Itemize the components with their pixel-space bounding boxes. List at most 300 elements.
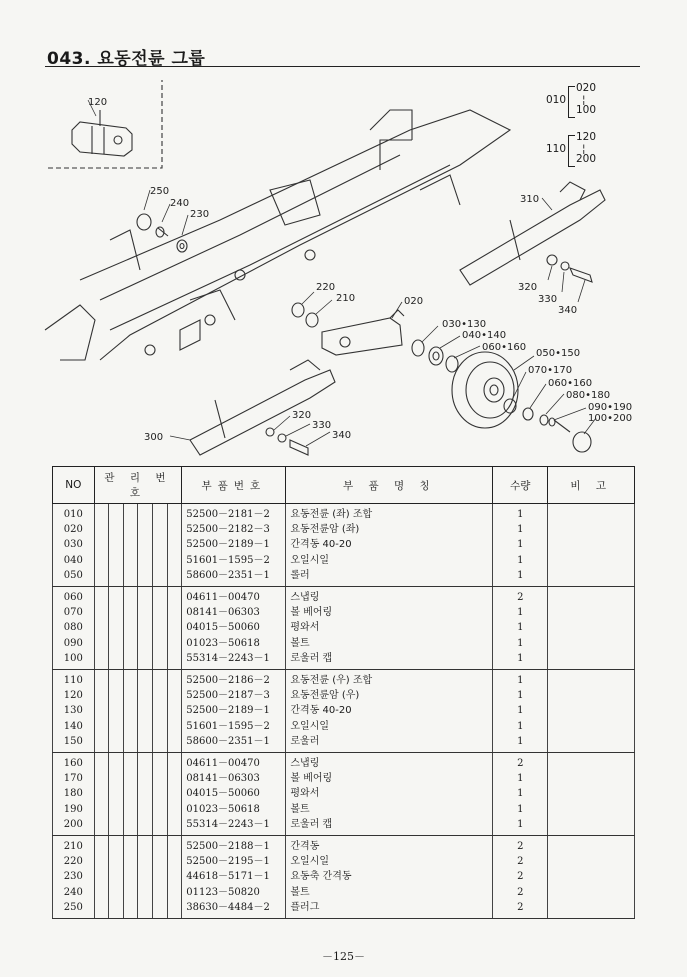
management-cell xyxy=(153,605,168,620)
management-cell xyxy=(94,817,109,836)
management-cell xyxy=(167,719,182,734)
table-row xyxy=(53,703,635,718)
table-row xyxy=(53,786,635,801)
table-row xyxy=(53,734,635,753)
management-cell xyxy=(94,734,109,753)
management-cell xyxy=(167,802,182,817)
management-cell xyxy=(138,688,153,703)
management-cell xyxy=(109,869,124,884)
part-number-index: 210 xyxy=(53,836,95,855)
management-cell xyxy=(94,587,109,606)
management-cell xyxy=(94,522,109,537)
assembly-legend-010: 010 020 ¦ 100 xyxy=(546,82,597,116)
table-row xyxy=(53,553,635,568)
management-cell xyxy=(138,620,153,635)
management-cell xyxy=(138,522,153,537)
remark xyxy=(548,753,635,772)
management-cell xyxy=(109,753,124,772)
management-cell xyxy=(167,688,182,703)
management-cell xyxy=(109,734,124,753)
page-number: －125－ xyxy=(322,950,365,963)
remark xyxy=(548,786,635,801)
part-number: 58600－2351－1 xyxy=(182,568,286,587)
management-cell xyxy=(153,817,168,836)
table-row xyxy=(53,670,635,689)
part-number-index: 150 xyxy=(53,734,95,753)
part-name: 볼 베어링 xyxy=(286,771,493,786)
management-cell xyxy=(153,620,168,635)
management-cell xyxy=(109,688,124,703)
callout-label: 300 xyxy=(144,432,164,443)
callout-label: 240 xyxy=(170,198,190,209)
management-cell xyxy=(94,771,109,786)
management-cell xyxy=(94,688,109,703)
management-cell xyxy=(153,771,168,786)
management-cell xyxy=(167,885,182,900)
management-cell xyxy=(138,719,153,734)
exploded-parts-diagram xyxy=(40,70,640,460)
remark xyxy=(548,900,635,919)
part-number: 38630－4484－2 xyxy=(182,900,286,919)
management-cell xyxy=(94,568,109,587)
part-number-index: 120 xyxy=(53,688,95,703)
management-cell xyxy=(123,605,138,620)
callout-label: 220 xyxy=(316,282,336,293)
management-cell xyxy=(109,568,124,587)
management-cell xyxy=(123,885,138,900)
table-row xyxy=(53,568,635,587)
management-cell xyxy=(138,753,153,772)
callout-label: 250 xyxy=(150,186,170,197)
management-cell xyxy=(109,636,124,651)
part-number-index: 230 xyxy=(53,869,95,884)
management-cell xyxy=(167,587,182,606)
management-cell xyxy=(153,651,168,670)
management-cell xyxy=(123,568,138,587)
page-title: 043. 요동전륜 그룹 xyxy=(47,49,206,69)
part-number-index: 070 xyxy=(53,605,95,620)
management-cell xyxy=(138,885,153,900)
callout-label: 020 xyxy=(404,296,424,307)
part-number: 58600－2351－1 xyxy=(182,734,286,753)
part-number: 51601－1595－2 xyxy=(182,553,286,568)
management-cell xyxy=(94,605,109,620)
part-name: 스냅링 xyxy=(286,587,493,606)
quantity: 1 xyxy=(493,688,548,703)
management-cell xyxy=(167,537,182,552)
management-cell xyxy=(123,587,138,606)
management-cell xyxy=(153,636,168,651)
header-qty: 수량 xyxy=(493,467,548,504)
part-number: 52500－2181－2 xyxy=(182,504,286,523)
management-cell xyxy=(153,719,168,734)
quantity: 2 xyxy=(493,869,548,884)
part-name: 오일시일 xyxy=(286,553,493,568)
management-cell xyxy=(109,537,124,552)
management-cell xyxy=(123,753,138,772)
callout-label: 320 xyxy=(518,282,538,293)
part-number: 52500－2186－2 xyxy=(182,670,286,689)
part-name: 로울러 xyxy=(286,734,493,753)
management-cell xyxy=(94,900,109,919)
remark xyxy=(548,869,635,884)
remark xyxy=(548,771,635,786)
remark xyxy=(548,703,635,718)
management-cell xyxy=(94,836,109,855)
callout-label: 040•140 xyxy=(462,330,507,341)
management-cell xyxy=(167,651,182,670)
management-cell xyxy=(94,703,109,718)
quantity: 1 xyxy=(493,636,548,651)
management-cell xyxy=(153,537,168,552)
part-number-index: 160 xyxy=(53,753,95,772)
part-number-index: 090 xyxy=(53,636,95,651)
table-row xyxy=(53,753,635,772)
callout-label: 210 xyxy=(336,293,356,304)
part-number: 04611－00470 xyxy=(182,587,286,606)
callout-label: 100•200 xyxy=(588,413,633,424)
remark xyxy=(548,836,635,855)
remark xyxy=(548,651,635,670)
part-number: 01023－50618 xyxy=(182,636,286,651)
management-cell xyxy=(167,703,182,718)
management-cell xyxy=(167,836,182,855)
management-cell xyxy=(153,786,168,801)
callout-label: 330 xyxy=(538,294,558,305)
part-name: 평와서 xyxy=(286,620,493,635)
table-row xyxy=(53,587,635,606)
quantity: 1 xyxy=(493,771,548,786)
management-cell xyxy=(138,636,153,651)
part-number: 01023－50618 xyxy=(182,802,286,817)
management-cell xyxy=(153,587,168,606)
management-cell xyxy=(123,719,138,734)
parts-table-body xyxy=(53,504,635,919)
management-cell xyxy=(109,620,124,635)
management-cell xyxy=(138,605,153,620)
management-cell xyxy=(123,651,138,670)
quantity: 1 xyxy=(493,537,548,552)
management-cell xyxy=(109,900,124,919)
management-cell xyxy=(123,786,138,801)
management-cell xyxy=(167,734,182,753)
part-number-index: 200 xyxy=(53,817,95,836)
remark xyxy=(548,817,635,836)
part-name: 롤러 xyxy=(286,568,493,587)
callout-label: 030•130 xyxy=(442,319,487,330)
management-cell xyxy=(123,537,138,552)
part-number-index: 060 xyxy=(53,587,95,606)
management-cell xyxy=(138,703,153,718)
management-cell xyxy=(167,817,182,836)
quantity: 1 xyxy=(493,651,548,670)
callout-label: 320 xyxy=(292,410,312,421)
callout-label: 070•170 xyxy=(528,365,573,376)
header-no: NO xyxy=(53,467,95,504)
quantity: 1 xyxy=(493,719,548,734)
management-cell xyxy=(167,620,182,635)
remark xyxy=(548,854,635,869)
management-cell xyxy=(138,854,153,869)
management-cell xyxy=(94,885,109,900)
callout-label: 060•160 xyxy=(548,378,593,389)
part-name: 볼트 xyxy=(286,885,493,900)
management-cell xyxy=(109,771,124,786)
management-cell xyxy=(167,504,182,523)
part-number: 55314－2243－1 xyxy=(182,817,286,836)
part-number-index: 180 xyxy=(53,786,95,801)
management-cell xyxy=(94,786,109,801)
remark xyxy=(548,587,635,606)
table-row xyxy=(53,522,635,537)
part-name: 오일시일 xyxy=(286,854,493,869)
management-cell xyxy=(94,802,109,817)
part-name: 로울러 캡 xyxy=(286,651,493,670)
table-row xyxy=(53,636,635,651)
management-cell xyxy=(153,854,168,869)
management-cell xyxy=(109,504,124,523)
quantity: 2 xyxy=(493,900,548,919)
management-cell xyxy=(123,670,138,689)
remark xyxy=(548,670,635,689)
management-cell xyxy=(167,553,182,568)
management-cell xyxy=(109,786,124,801)
management-cell xyxy=(138,504,153,523)
management-cell xyxy=(167,753,182,772)
quantity: 2 xyxy=(493,587,548,606)
management-cell xyxy=(153,802,168,817)
management-cell xyxy=(153,522,168,537)
management-cell xyxy=(138,900,153,919)
management-cell xyxy=(94,719,109,734)
table-row xyxy=(53,854,635,869)
management-cell xyxy=(94,670,109,689)
part-number: 52500－2189－1 xyxy=(182,703,286,718)
management-cell xyxy=(94,753,109,772)
part-name: 요동전륜암 (우) xyxy=(286,688,493,703)
assembly-legend-110: 110 120 ¦ 200 xyxy=(546,131,597,165)
part-name: 플러그 xyxy=(286,900,493,919)
header-part-no: 부품번호 xyxy=(182,467,286,504)
table-row xyxy=(53,900,635,919)
callout-label: 230 xyxy=(190,209,210,220)
part-name: 요동전륜 (우) 조합 xyxy=(286,670,493,689)
management-cell xyxy=(123,734,138,753)
remark xyxy=(548,537,635,552)
management-cell xyxy=(153,869,168,884)
part-number: 52500－2187－3 xyxy=(182,688,286,703)
part-number-index: 030 xyxy=(53,537,95,552)
management-cell xyxy=(109,522,124,537)
part-number: 04611－00470 xyxy=(182,753,286,772)
table-row xyxy=(53,605,635,620)
part-number: 08141－06303 xyxy=(182,605,286,620)
management-cell xyxy=(94,504,109,523)
management-cell xyxy=(123,553,138,568)
management-cell xyxy=(153,836,168,855)
quantity: 1 xyxy=(493,802,548,817)
management-cell xyxy=(109,703,124,718)
table-row xyxy=(53,688,635,703)
table-row xyxy=(53,651,635,670)
table-row xyxy=(53,885,635,900)
callout-label: 060•160 xyxy=(482,342,527,353)
part-number-index: 110 xyxy=(53,670,95,689)
part-number-index: 220 xyxy=(53,854,95,869)
part-number-index: 080 xyxy=(53,620,95,635)
part-number-index: 170 xyxy=(53,771,95,786)
quantity: 2 xyxy=(493,753,548,772)
management-cell xyxy=(167,670,182,689)
management-cell xyxy=(138,869,153,884)
part-number-index: 020 xyxy=(53,522,95,537)
part-number-index: 190 xyxy=(53,802,95,817)
management-cell xyxy=(109,854,124,869)
part-number-index: 130 xyxy=(53,703,95,718)
remark xyxy=(548,568,635,587)
part-number: 44618－5171－1 xyxy=(182,869,286,884)
title-underline xyxy=(45,66,640,67)
management-cell xyxy=(123,900,138,919)
management-cell xyxy=(167,771,182,786)
part-name: 간격동 40-20 xyxy=(286,537,493,552)
part-number: 51601－1595－2 xyxy=(182,719,286,734)
part-name: 요동전륜암 (좌) xyxy=(286,522,493,537)
part-name: 볼트 xyxy=(286,636,493,651)
remark xyxy=(548,734,635,753)
management-cell xyxy=(109,553,124,568)
management-cell xyxy=(153,900,168,919)
management-cell xyxy=(123,817,138,836)
management-cell xyxy=(138,651,153,670)
management-cell xyxy=(138,587,153,606)
part-number: 52500－2195－1 xyxy=(182,854,286,869)
part-number-index: 140 xyxy=(53,719,95,734)
management-cell xyxy=(109,836,124,855)
management-cell xyxy=(123,620,138,635)
management-cell xyxy=(123,854,138,869)
management-cell xyxy=(153,885,168,900)
management-cell xyxy=(167,522,182,537)
management-cell xyxy=(167,568,182,587)
remark xyxy=(548,605,635,620)
management-cell xyxy=(153,670,168,689)
management-cell xyxy=(94,537,109,552)
callout-label: 050•150 xyxy=(536,348,581,359)
management-cell xyxy=(167,854,182,869)
part-name: 오일시일 xyxy=(286,719,493,734)
management-cell xyxy=(138,802,153,817)
management-cell xyxy=(94,651,109,670)
management-cell xyxy=(109,651,124,670)
part-name: 간격동 40-20 xyxy=(286,703,493,718)
quantity: 2 xyxy=(493,854,548,869)
management-cell xyxy=(167,605,182,620)
management-cell xyxy=(109,817,124,836)
management-cell xyxy=(138,786,153,801)
management-cell xyxy=(138,836,153,855)
part-name: 평와서 xyxy=(286,786,493,801)
remark xyxy=(548,885,635,900)
part-number: 52500－2182－3 xyxy=(182,522,286,537)
table-row xyxy=(53,836,635,855)
management-cell xyxy=(153,703,168,718)
management-cell xyxy=(94,553,109,568)
quantity: 2 xyxy=(493,836,548,855)
management-cell xyxy=(94,854,109,869)
management-cell xyxy=(153,753,168,772)
callout-label: 340 xyxy=(332,430,352,441)
management-cell xyxy=(138,817,153,836)
header-part-name: 부 품 명 칭 xyxy=(286,467,493,504)
remark xyxy=(548,504,635,523)
remark xyxy=(548,522,635,537)
table-row xyxy=(53,802,635,817)
remark xyxy=(548,553,635,568)
management-cell xyxy=(109,802,124,817)
quantity: 1 xyxy=(493,703,548,718)
table-row xyxy=(53,620,635,635)
management-cell xyxy=(138,771,153,786)
management-cell xyxy=(94,620,109,635)
header-management-no: 관 리 번 호 xyxy=(94,467,182,504)
part-name: 간격동 xyxy=(286,836,493,855)
management-cell xyxy=(94,636,109,651)
management-cell xyxy=(123,636,138,651)
management-cell xyxy=(109,587,124,606)
management-cell xyxy=(167,900,182,919)
management-cell xyxy=(123,836,138,855)
part-number: 04015－50060 xyxy=(182,786,286,801)
callout-label: 340 xyxy=(558,305,578,316)
part-number-index: 250 xyxy=(53,900,95,919)
remark xyxy=(548,802,635,817)
callout-label: 310 xyxy=(520,194,540,205)
part-number-index: 100 xyxy=(53,651,95,670)
management-cell xyxy=(123,688,138,703)
parts-table xyxy=(52,466,635,919)
callout-label: 120 xyxy=(88,97,108,108)
callout-label: 080•180 xyxy=(566,390,611,401)
remark xyxy=(548,719,635,734)
table-row xyxy=(53,817,635,836)
part-name: 로울러 캡 xyxy=(286,817,493,836)
management-cell xyxy=(138,553,153,568)
quantity: 1 xyxy=(493,670,548,689)
quantity: 1 xyxy=(493,620,548,635)
table-row xyxy=(53,504,635,523)
management-cell xyxy=(123,771,138,786)
part-number: 04015－50060 xyxy=(182,620,286,635)
part-number: 52500－2189－1 xyxy=(182,537,286,552)
management-cell xyxy=(123,869,138,884)
part-number-index: 050 xyxy=(53,568,95,587)
part-name: 스냅링 xyxy=(286,753,493,772)
table-row xyxy=(53,719,635,734)
management-cell xyxy=(167,869,182,884)
part-number-index: 040 xyxy=(53,553,95,568)
management-cell xyxy=(153,734,168,753)
quantity: 1 xyxy=(493,568,548,587)
quantity: 1 xyxy=(493,522,548,537)
management-cell xyxy=(138,670,153,689)
quantity: 1 xyxy=(493,786,548,801)
table-row xyxy=(53,869,635,884)
table-row xyxy=(53,771,635,786)
management-cell xyxy=(153,688,168,703)
management-cell xyxy=(109,885,124,900)
part-number: 08141－06303 xyxy=(182,771,286,786)
